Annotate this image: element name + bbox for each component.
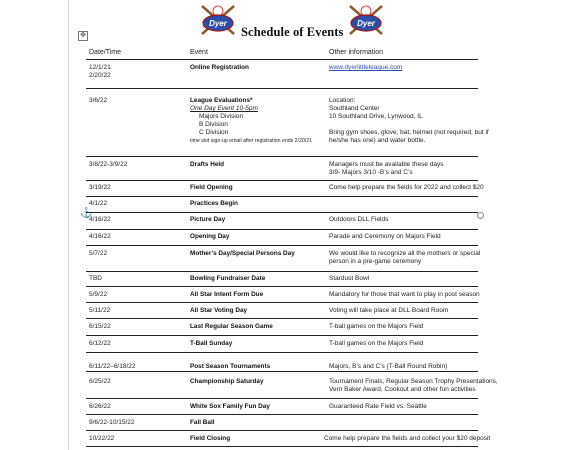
row-date: 9/6/22-10/15/22 xyxy=(89,419,135,426)
row-event: Drafts Held xyxy=(190,161,225,168)
row-date: TBD xyxy=(89,275,102,282)
info-line: Majors, B’s and C’s (T-Ball Round Robin) xyxy=(329,363,448,370)
row-date: 6/11/22–6/18/22 xyxy=(89,363,136,370)
row-date: 10/22/22 xyxy=(89,435,115,442)
row-date: 6/26/22 xyxy=(89,403,111,410)
table-rule xyxy=(86,180,478,181)
row-date: 4/16/22 xyxy=(89,216,111,223)
row-event: Post Season Tournaments xyxy=(190,363,271,370)
row-event: Mother’s Day/Special Persons Day xyxy=(190,250,295,257)
registration-note: time slot sign-up email after registration ends 2/20/21 xyxy=(190,138,312,144)
info-line: Mandatory for those that want to play in post season xyxy=(329,291,480,298)
row-date: 6/12/22 xyxy=(89,340,111,347)
row-date-end: 2/20/22 xyxy=(89,72,111,79)
info-line: Location: xyxy=(329,97,356,104)
row-event: Field Opening xyxy=(190,184,233,191)
info-line: We would like to recognize all the mothers or special xyxy=(329,250,481,257)
table-rule xyxy=(86,229,478,230)
info-line: T-ball games on the Majors Field xyxy=(329,340,424,347)
info-line: 10 Southland Drive, Lynwood, IL xyxy=(329,113,423,120)
division-item: Majors Division xyxy=(199,113,244,120)
table-rule xyxy=(86,245,478,246)
info-line: person in a pre-game ceremony xyxy=(329,258,422,265)
table-rule xyxy=(86,302,478,303)
table-rule xyxy=(86,271,478,272)
table-rule xyxy=(86,414,478,415)
table-rule xyxy=(86,318,478,319)
info-line: Come help prepare the fields and collect your $20 deposit xyxy=(324,435,491,442)
svg-text:Dyer: Dyer xyxy=(209,19,227,28)
table-rule xyxy=(86,352,478,353)
row-date: 4/16/22 xyxy=(89,233,111,240)
table-rule xyxy=(86,212,478,213)
info-line: Bring gym shoes, glove, bat, helmet (not required, but if xyxy=(329,129,489,136)
info-line: Voting will take place at DLL Board Room xyxy=(329,307,449,314)
table-rule xyxy=(86,196,478,197)
svg-text:Dyer: Dyer xyxy=(357,19,375,28)
league-logo-right xyxy=(346,2,386,38)
table-rule xyxy=(86,59,478,60)
row-event: Championship Saturday xyxy=(190,378,264,385)
table-rule xyxy=(86,286,478,287)
table-rule xyxy=(86,335,478,336)
row-date: 3/8/22-3/9/22 xyxy=(89,161,128,168)
info-line: 3/9- Majors 3/10 -B’s and C’s xyxy=(329,169,413,176)
info-line: Managers must be available these days xyxy=(329,161,444,168)
page-left-edge xyxy=(68,0,69,450)
row-date: 6/15/22 xyxy=(89,323,111,330)
header-date: Date/Time xyxy=(89,49,122,56)
row-event: Online Registration xyxy=(190,64,249,71)
row-event: All Star Voting Day xyxy=(190,307,248,314)
row-event: Practices Begin xyxy=(190,200,238,207)
division-item: C Division xyxy=(199,129,229,136)
info-line: Parade and Ceremony on Majors Field xyxy=(329,233,441,240)
row-date: 3/6/22 xyxy=(89,97,108,104)
row-event: White Sox Family Fun Day xyxy=(190,403,270,410)
table-rule xyxy=(86,446,478,447)
row-event: League Evaluations* xyxy=(190,97,253,104)
info-line: he/she has one) and water bottle. xyxy=(329,137,426,144)
anchor-icon: ⚓ xyxy=(80,208,93,219)
row-date: 5/11/22 xyxy=(89,307,111,314)
info-line: Tournament Finals, Regular Season Trophy Presentations, xyxy=(329,378,498,385)
registration-link[interactable]: www.dyerlittleleague.com xyxy=(329,64,403,71)
table-move-handle[interactable]: ✥ xyxy=(78,31,88,41)
info-line: Vern Baker Award, Cookout and other fun activities xyxy=(329,386,476,393)
header-info: Other information xyxy=(329,49,384,56)
row-event: Bowling Fundraiser Date xyxy=(190,275,266,282)
event-subtitle: One Day Event 10-5pm xyxy=(190,105,258,112)
row-date: 12/1/21 xyxy=(89,64,111,71)
info-line: T-ball games on the Majors Field xyxy=(329,323,424,330)
row-event: Opening Day xyxy=(190,233,230,240)
info-line: Stardust Bowl xyxy=(329,275,370,282)
table-rule xyxy=(86,430,478,431)
row-date: 5/7/22 xyxy=(89,250,108,257)
info-line: Outdoors DLL Fields xyxy=(329,216,389,223)
table-rule xyxy=(86,156,478,157)
info-line: Southland Center xyxy=(329,105,380,112)
table-rule xyxy=(86,398,478,399)
row-date: 6/25/22 xyxy=(89,378,111,385)
row-event: Fall Ball xyxy=(190,419,215,426)
league-logo-left xyxy=(198,2,238,38)
info-line: Come help prepare the fields for 2022 and collect $20 xyxy=(329,184,484,191)
row-date: 4/1/22 xyxy=(89,200,108,207)
division-item: B Division xyxy=(199,121,228,128)
row-date: 3/19/22 xyxy=(89,184,111,191)
info-line: Guaranteed Rate Field vs. Seattle xyxy=(329,403,427,410)
header-event: Event xyxy=(190,49,208,56)
table-rule xyxy=(86,88,478,89)
row-event: All Star Intent Form Due xyxy=(190,291,264,298)
table-resize-marker[interactable] xyxy=(477,212,484,219)
row-event: Picture Day xyxy=(190,216,226,223)
page-title: Schedule of Events xyxy=(241,25,344,39)
row-event: Last Regular Season Game xyxy=(190,323,273,330)
row-date: 5/9/22 xyxy=(89,291,108,298)
row-event: T-Ball Sunday xyxy=(190,340,233,347)
row-event: Field Closing xyxy=(190,435,231,442)
